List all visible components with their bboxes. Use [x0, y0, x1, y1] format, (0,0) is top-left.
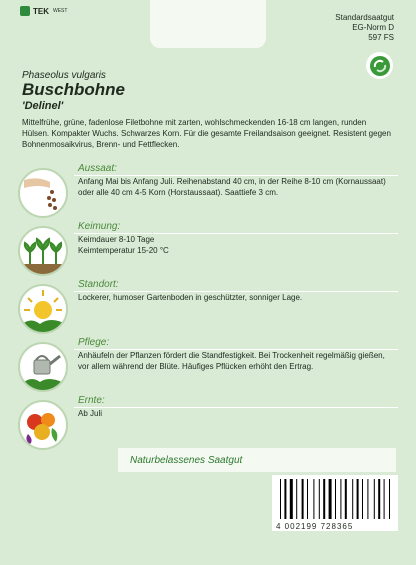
top-flap — [150, 0, 266, 48]
germination-label: Keimung: — [78, 221, 121, 232]
seed-hand-icon — [18, 168, 68, 218]
latin-name: Phaseolus vulgaris — [22, 70, 106, 81]
section-sowing — [18, 163, 398, 222]
harvest-text: Ab Juli — [78, 409, 103, 418]
germination-line-2: Keimtemperatur 15-20 °C — [78, 246, 169, 255]
location-text: Lockerer, humoser Gartenboden in geschützter, sonniger Lage. — [78, 293, 303, 302]
seedling-icon — [18, 226, 68, 276]
harvest-label: Ernte: — [78, 395, 105, 406]
tagline: Naturbelassenes Saatgut — [130, 454, 243, 466]
barcode-number: 4 002199 728365 — [276, 522, 354, 531]
brand-logo — [20, 6, 67, 16]
care-label: Pflege: — [78, 337, 110, 348]
brand-suffix: WEST — [53, 8, 68, 14]
sowing-text: Anfang Mai bis Anfang Juli. Reihenabstand 40 cm, in der Reihe 8-10 cm (Kornaussaat) oder alle 40 cm 4-5 Korn (Horstaussaat). Saattiefe 3 cm. — [78, 177, 386, 197]
sun-icon — [18, 284, 68, 334]
green-dot-recycle-icon — [366, 52, 393, 79]
product-description: Mittelfrühe, grüne, fadenlose Filetbohne mit zarten, wohlschmeckenden 16-18 cm langen, runden Hülsen. Kompakter Wuchs. Schwarzes Korn. Für die gesamte Freilandsaison geeignet. Resistent gegen Bohnenmosaikvirus, Brenn- und Fettflecken. — [22, 118, 391, 149]
standard-line-3: 597 FS — [368, 33, 394, 42]
standard-line-1: Standardsaatgut — [335, 13, 394, 22]
section-location — [18, 279, 398, 338]
variety-name: 'Delinel' — [22, 100, 64, 112]
product-name: Buschbohne — [22, 80, 125, 99]
vegetables-icon — [18, 400, 68, 450]
section-germination — [18, 221, 398, 280]
location-label: Standort: — [78, 279, 119, 290]
sowing-label: Aussaat: — [78, 163, 117, 174]
section-harvest — [18, 395, 398, 454]
section-care — [18, 337, 398, 396]
germination-text — [78, 234, 398, 256]
standard-info — [335, 13, 394, 43]
watering-can-icon — [18, 342, 68, 392]
tek-logo-icon — [20, 6, 30, 16]
germination-line-1: Keimdauer 8-10 Tage — [78, 235, 155, 244]
tagline-bar — [118, 448, 396, 472]
standard-line-2: EG-Norm D — [352, 23, 394, 32]
care-text: Anhäufeln der Pflanzen fördert die Standfestigkeit. Bei Trockenheit regelmäßig gießen, vor allem während der Blüte. Häufiges Pflücken erhöht den Ertrag. — [78, 351, 385, 371]
brand-name: TEK — [33, 6, 49, 16]
